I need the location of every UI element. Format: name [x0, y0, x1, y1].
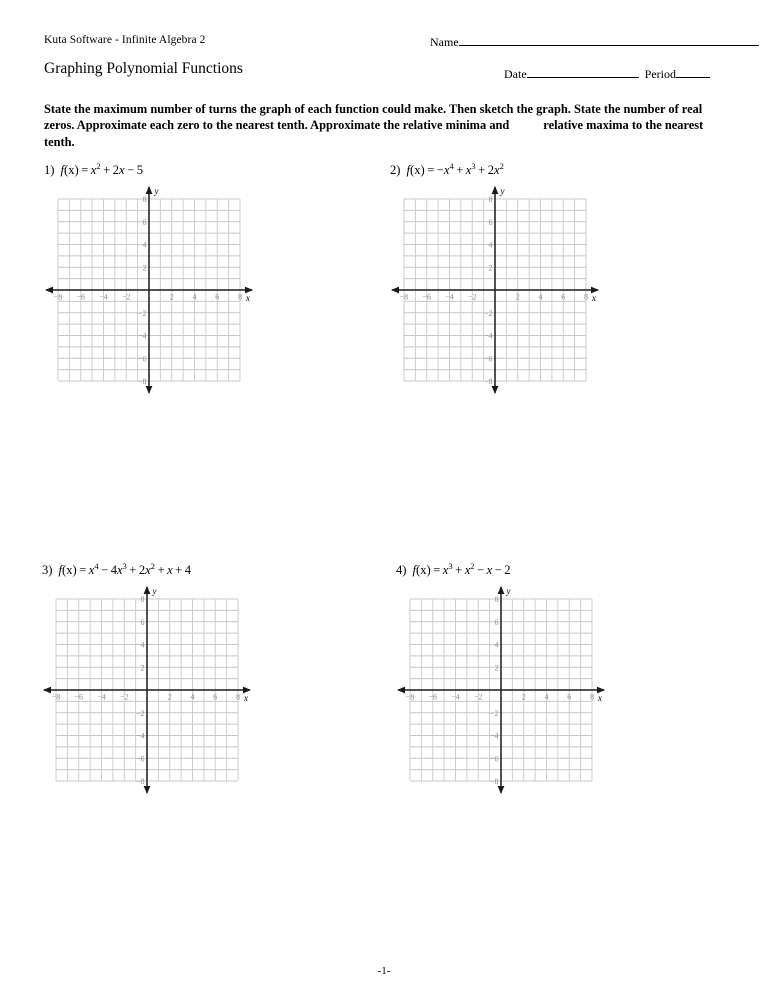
- coordinate-plane-4[interactable]: [405, 586, 602, 786]
- problem-4-term-1-var: x: [442, 563, 449, 577]
- x-tick-label: −8: [405, 692, 415, 702]
- problem-3-term-3-exponent: 2: [150, 561, 155, 571]
- x-tick-label: −2: [121, 292, 131, 302]
- y-tick-label: −2: [135, 708, 145, 718]
- y-tick-label: −4: [137, 331, 147, 341]
- name-field-group: [430, 35, 759, 50]
- problem-2-term-2-var: x: [465, 163, 472, 177]
- y-tick-label: −8: [137, 377, 147, 386]
- problem-3-number: 3): [42, 563, 53, 577]
- problem-2-term-1-var: x: [443, 163, 450, 177]
- problem-3-function-name: f: [58, 563, 62, 577]
- y-tick-label: −2: [483, 308, 493, 318]
- problem-1-term-2-coef: 2: [112, 163, 119, 177]
- x-tick-label: −6: [428, 692, 438, 702]
- x-tick-label: −4: [445, 292, 454, 302]
- date-input-rule[interactable]: [527, 77, 639, 78]
- problem-3-term-4-var: x: [167, 563, 173, 577]
- problem-3-equals: =: [79, 563, 87, 577]
- problem-2-term-3-coef: 2: [487, 163, 494, 177]
- problem-1-term-2-op: +: [103, 163, 111, 177]
- problem-4-term-4-coef: 2: [504, 563, 511, 577]
- y-tick-label: 4: [494, 640, 499, 650]
- problem-3-argument: (x): [62, 563, 77, 577]
- x-tick-label: −4: [99, 292, 108, 302]
- problem-4-statement: [396, 563, 606, 581]
- coordinate-plane-svg: [42, 585, 252, 795]
- y-tick-label: 2: [142, 263, 147, 273]
- y-tick-label: −6: [489, 754, 499, 764]
- problem-2-argument: (x): [410, 163, 425, 177]
- problem-4-term-3-var: x: [486, 563, 493, 577]
- y-tick-label: 8: [494, 595, 499, 604]
- problem-3-term-5-op: +: [175, 563, 183, 577]
- problem-1-number: 1): [44, 163, 55, 177]
- problem-3-term-1-var: x: [88, 563, 95, 577]
- x-tick-label: 4: [544, 692, 549, 702]
- instructions-line-2: the number of real zeros. Approximate each zero to the nearest tenth. Approximate the relative minima: [44, 102, 703, 133]
- x-tick-label: 8: [238, 292, 242, 302]
- y-tick-label: −2: [137, 308, 147, 318]
- problem-4-argument: (x): [416, 563, 431, 577]
- y-tick-label: −2: [489, 708, 499, 718]
- coordinate-plane-svg: [44, 185, 254, 395]
- problem-2-term-3-var: x: [493, 163, 500, 177]
- y-tick-label: 6: [142, 217, 147, 227]
- x-axis-label: x: [592, 293, 596, 303]
- problem-3: [42, 563, 252, 806]
- axes: [397, 586, 605, 794]
- problem-4-term-2-exponent: 2: [470, 561, 475, 571]
- x-tick-label: 8: [584, 292, 588, 302]
- x-tick-label: −4: [451, 692, 460, 702]
- problem-4-term-1-exponent: 3: [448, 561, 453, 571]
- problem-4-number: 4): [396, 563, 407, 577]
- x-tick-label: 8: [590, 692, 594, 702]
- instructions-paragraph: [44, 101, 734, 150]
- software-brand: Kuta Software - Infinite Algebra 2: [44, 34, 206, 46]
- x-tick-label: 2: [167, 692, 172, 702]
- y-tick-label: 4: [140, 640, 145, 650]
- y-axis-label: y: [152, 586, 157, 596]
- problem-3-term-4-op: +: [157, 563, 165, 577]
- problem-4-graph-area[interactable]: [396, 586, 606, 806]
- problem-3-term-2-coef: 4: [110, 563, 117, 577]
- y-tick-label: 8: [488, 195, 493, 204]
- x-tick-label: 6: [567, 692, 572, 702]
- problem-4-function-name: f: [412, 563, 416, 577]
- problem-3-term-2-op: −: [101, 563, 109, 577]
- y-tick-label: −6: [483, 354, 493, 364]
- y-tick-label: −4: [489, 731, 499, 741]
- problem-2-term-3-exponent: 2: [499, 161, 504, 171]
- problem-1-equals: =: [81, 163, 89, 177]
- x-tick-label: −6: [422, 292, 432, 302]
- problem-2-graph-area[interactable]: [390, 186, 600, 406]
- problem-3-term-2-var: x: [116, 563, 123, 577]
- problem-1-term-3-op: −: [127, 163, 135, 177]
- period-label: Period: [644, 67, 676, 81]
- problem-1-graph-area[interactable]: [44, 186, 254, 406]
- problem-1-function-name: f: [60, 163, 64, 177]
- problem-2-term-2-op: +: [456, 163, 464, 177]
- x-tick-label: 8: [236, 692, 240, 702]
- problem-3-term-3-coef: 2: [138, 563, 146, 577]
- y-axis-label: y: [154, 186, 159, 196]
- x-tick-label: 6: [561, 292, 566, 302]
- problem-1-term-2-var: x: [118, 163, 125, 177]
- problem-2-term-2-exponent: 3: [471, 161, 476, 171]
- y-tick-label: 6: [494, 617, 499, 627]
- instructions-line-3-end: relative maxima to the nearest tenth.: [44, 118, 704, 149]
- instructions-line-3-start: and: [489, 118, 510, 133]
- problem-1: [44, 163, 254, 406]
- y-tick-label: −4: [483, 331, 493, 341]
- problem-1-argument: (x): [64, 163, 79, 177]
- y-tick-label: 2: [488, 263, 493, 273]
- axes: [43, 586, 251, 794]
- y-tick-label: −8: [483, 377, 493, 386]
- page-title: Graphing Polynomial Functions: [44, 60, 243, 77]
- problem-3-term-3-op: +: [129, 563, 137, 577]
- problem-3-statement: [42, 563, 252, 581]
- x-tick-label: −8: [399, 292, 409, 302]
- coordinate-plane-svg: [390, 185, 600, 395]
- problem-2-equals: =: [427, 163, 435, 177]
- y-tick-label: 6: [488, 217, 493, 227]
- x-axis-label: x: [598, 693, 602, 703]
- problem-2-term-3-op: +: [478, 163, 486, 177]
- x-tick-label: −6: [74, 692, 84, 702]
- coordinate-plane-svg: [396, 585, 606, 795]
- x-tick-label: −4: [97, 692, 106, 702]
- x-tick-label: −2: [473, 692, 483, 702]
- y-tick-label: 4: [142, 240, 147, 250]
- axes: [391, 186, 599, 394]
- y-tick-label: −4: [135, 731, 145, 741]
- problem-1-term-1-exponent: 2: [96, 161, 101, 171]
- y-tick-label: 4: [488, 240, 493, 250]
- problem-4-term-2-op: +: [455, 563, 463, 577]
- period-input-rule[interactable]: [676, 77, 710, 78]
- y-tick-label: −8: [489, 777, 499, 786]
- x-tick-label: −8: [51, 692, 61, 702]
- y-tick-label: −6: [135, 754, 145, 764]
- x-tick-label: 2: [169, 292, 174, 302]
- problem-2-statement: [390, 163, 600, 181]
- x-tick-label: −8: [53, 292, 63, 302]
- instructions-line-1: State the maximum number of turns the graph of each function could make. Then sketch the graph. State: [44, 102, 601, 116]
- problem-4-term-3-op: −: [476, 563, 485, 577]
- problem-2-term-1-op: −: [436, 163, 444, 177]
- problem-1-term-1-var: x: [90, 163, 97, 177]
- y-tick-label: 8: [140, 595, 145, 604]
- problem-4-term-2-var: x: [464, 563, 471, 577]
- worksheet-header: [44, 30, 734, 90]
- x-tick-label: −2: [467, 292, 477, 302]
- problem-4-equals: =: [433, 563, 441, 577]
- date-period-group: [504, 67, 710, 82]
- y-tick-label: 8: [142, 195, 147, 204]
- coordinate-plane-3[interactable]: [51, 586, 248, 786]
- problem-2-function-name: f: [406, 163, 410, 177]
- y-tick-label: 2: [494, 663, 499, 673]
- name-label: Name: [430, 35, 459, 49]
- problem-2: [390, 163, 600, 406]
- name-input-rule[interactable]: [459, 45, 759, 46]
- date-label: Date: [504, 67, 527, 81]
- problem-3-term-5-coef: 4: [184, 563, 192, 577]
- y-axis-label: y: [506, 586, 511, 596]
- y-tick-label: 6: [140, 617, 145, 627]
- x-tick-label: 4: [192, 292, 197, 302]
- x-tick-label: −6: [76, 292, 86, 302]
- y-tick-label: −8: [135, 777, 145, 786]
- x-tick-label: 2: [521, 692, 526, 702]
- x-axis-label: x: [246, 293, 250, 303]
- y-axis-label: y: [500, 186, 505, 196]
- problem-4-term-4-op: −: [494, 563, 502, 577]
- x-tick-label: 4: [190, 692, 195, 702]
- problem-3-term-3-var: x: [145, 563, 151, 577]
- problem-4: [396, 563, 606, 806]
- coordinate-plane-2[interactable]: [399, 186, 596, 386]
- page-number: -1-: [377, 965, 391, 977]
- y-tick-label: 2: [140, 663, 145, 673]
- problem-3-graph-area[interactable]: [42, 586, 252, 806]
- problem-3-term-1-exponent: 4: [94, 561, 99, 571]
- problem-1-term-3-coef: 5: [136, 163, 143, 177]
- x-axis-label: x: [244, 693, 248, 703]
- axes: [45, 186, 253, 394]
- problem-2-term-1-exponent: 4: [449, 161, 454, 171]
- problem-3-term-2-exponent: 3: [122, 561, 127, 571]
- coordinate-plane-1[interactable]: [53, 186, 250, 386]
- problem-1-statement: [44, 163, 254, 181]
- problem-2-number: 2): [390, 163, 401, 177]
- x-tick-label: 6: [215, 292, 220, 302]
- x-tick-label: 6: [213, 692, 218, 702]
- y-tick-label: −6: [137, 354, 147, 364]
- x-tick-label: 4: [538, 292, 543, 302]
- x-tick-label: −2: [119, 692, 129, 702]
- x-tick-label: 2: [515, 292, 520, 302]
